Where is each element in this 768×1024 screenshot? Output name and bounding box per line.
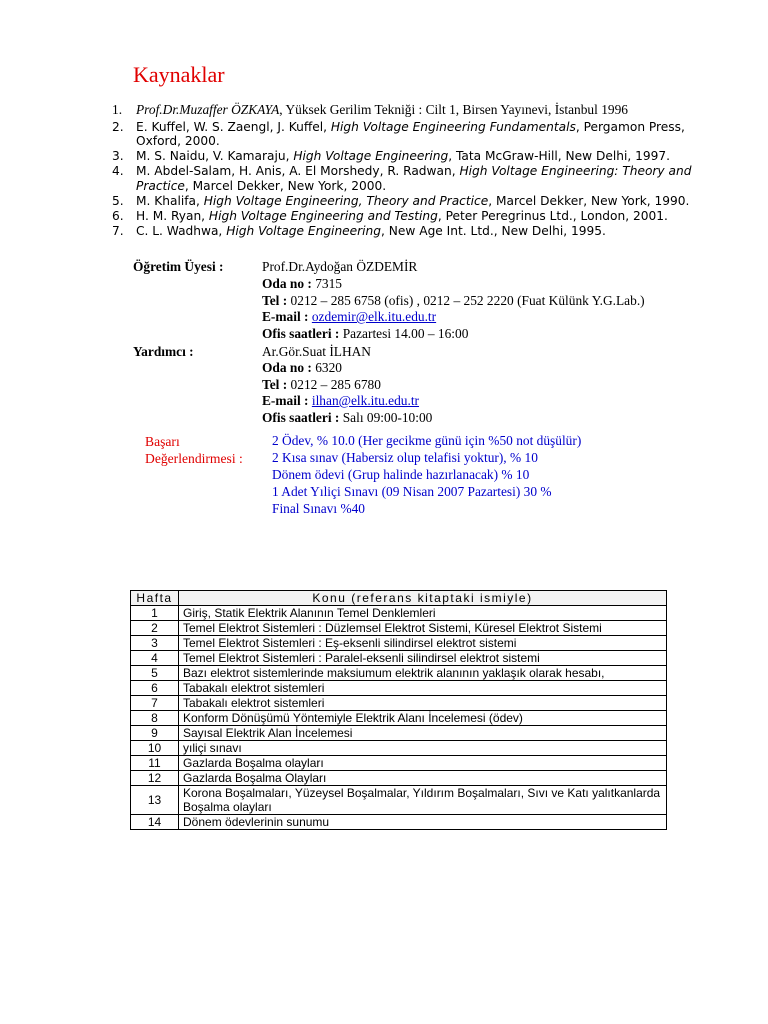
week-cell: 2 (131, 621, 179, 636)
grading-label (145, 433, 243, 467)
assistant-name: Ar.Gör.Suat İLHAN (262, 344, 371, 359)
reference-number: 4. (112, 164, 124, 179)
instructor-label: Öğretim Üyesi : (133, 259, 224, 274)
reference-item (112, 149, 702, 164)
topic-cell: Temel Elektrot Sistemleri : Paralel-eksenli silindirsel elektrot sistemi (179, 651, 667, 666)
topic-cell: Bazı elektrot sistemlerinde maksiumum elektrik alanının yaklaşık olarak hesabı, (179, 666, 667, 681)
week-cell: 7 (131, 696, 179, 711)
assistant-email-link[interactable]: ilhan@elk.itu.edu.tr (311, 393, 420, 408)
week-cell: 3 (131, 636, 179, 651)
table-row (131, 636, 667, 651)
reference-text: , Pergamon Press, Oxford, 2000. (136, 119, 685, 149)
schedule-table (130, 590, 667, 830)
reference-text: H. M. Ryan, (136, 209, 209, 224)
grading-list (272, 433, 581, 518)
week-cell: 11 (131, 756, 179, 771)
week-cell: 4 (131, 651, 179, 666)
instructor-room: 7315 (315, 276, 342, 291)
assistant-hours-label: Ofis saatleri : (262, 410, 340, 425)
table-row (131, 681, 667, 696)
assistant-label: Yardımcı : (133, 344, 194, 359)
week-cell: 1 (131, 606, 179, 621)
topic-cell: Temel Elektrot Sistemleri : Düzlemsel Elektrot Sistemi, Küresel Elektrot Sistemi (179, 621, 667, 636)
topic-cell: Korona Boşalmaları, Yüzeysel Boşalmalar, Yıldırım Boşalmaları, Sıvı ve Katı yalıtkanlarda Boşalma olayları (179, 786, 667, 815)
table-row (131, 815, 667, 830)
topic-cell: yıliçi sınavı (179, 741, 667, 756)
reference-text: C. L. Wadhwa, (136, 224, 227, 239)
reference-number: 6. (112, 209, 124, 224)
table-row (131, 786, 667, 815)
table-row (131, 741, 667, 756)
grading-item: 1 Adet Yıliçi Sınavı (09 Nisan 2007 Pazartesi) 30 % (272, 483, 552, 499)
week-cell: 5 (131, 666, 179, 681)
instructor-hours-label: Ofis saatleri : (262, 326, 340, 341)
topic-cell: Temel Elektrot Sistemleri : Eş-eksenli silindirsel elektrot sistemi (179, 636, 667, 651)
reference-number: 1. (112, 102, 123, 117)
reference-text: , Marcel Dekker, New York, 2000. (184, 178, 387, 193)
reference-number: 5. (112, 193, 124, 208)
reference-title: High Voltage Engineering (226, 224, 382, 239)
assistant-room: 6320 (315, 360, 342, 375)
grading-label-line1: Başarı (145, 434, 180, 449)
instructor-room-label: Oda no : (262, 276, 312, 291)
instructor-name: Prof.Dr.Aydoğan ÖZDEMİR (262, 259, 418, 274)
week-cell: 9 (131, 726, 179, 741)
table-row (131, 651, 667, 666)
topic-column-header: Konu (referans kitaptaki ismiyle) (179, 591, 667, 606)
reference-text: M. Khalifa, (136, 193, 204, 208)
table-row (131, 606, 667, 621)
grading-label-line2: Değerlendirmesi : (145, 451, 243, 466)
table-row (131, 711, 667, 726)
reference-title: High Voltage Engineering and Testing (208, 209, 438, 224)
assistant-room-label: Oda no : (262, 360, 312, 375)
page-title: Kaynaklar (133, 62, 225, 87)
week-column-header: Hafta (131, 591, 179, 606)
reference-item (112, 224, 702, 239)
topic-cell: Giriş, Statik Elektrik Alanının Temel Denklemleri (179, 606, 667, 621)
instructor-email-link[interactable]: ozdemir@elk.itu.edu.tr (311, 309, 437, 324)
week-cell: 8 (131, 711, 179, 726)
reference-text: M. S. Naidu, V. Kamaraju, (136, 149, 294, 164)
topic-cell: Konform Dönüşümü Yöntemiyle Elektrik Alanı İncelemesi (ödev) (179, 711, 667, 726)
assistant-tel-label: Tel : (262, 377, 288, 392)
reference-list (112, 102, 702, 239)
grading-item: 2 Kısa sınav (Habersiz olup telafisi yoktur), % 10 (272, 449, 538, 465)
grading-item: Final Sınavı %40 (272, 500, 365, 516)
reference-text: E. Kuffel, W. S. Zaengl, J. Kuffel, (136, 119, 331, 134)
reference-number: 2. (112, 119, 124, 134)
topic-cell: Gazlarda Boşalma Olayları (179, 771, 667, 786)
topic-cell: Gazlarda Boşalma olayları (179, 756, 667, 771)
topic-cell: Tabakalı elektrot sistemleri (179, 681, 667, 696)
reference-item (112, 102, 702, 118)
reference-text: , Marcel Dekker, New York, 1990. (488, 193, 690, 208)
instructor-hours: Pazartesi 14.00 – 16:00 (342, 326, 469, 341)
reference-title: High Voltage Engineering Fundamentals (330, 119, 576, 134)
assistant-hours: Salı 09:00-10:00 (342, 410, 433, 425)
grading-item: Dönem ödevi (Grup halinde hazırlanacak) % 10 (272, 466, 530, 482)
instructor-email-label: E-mail : (262, 309, 309, 324)
table-row (131, 771, 667, 786)
reference-number: 7. (112, 224, 124, 239)
table-row (131, 621, 667, 636)
reference-text: , New Age Int. Ltd., New Delhi, 1995. (381, 224, 606, 239)
topic-cell: Sayısal Elektrik Alan İncelemesi (179, 726, 667, 741)
topic-cell: Dönem ödevlerinin sunumu (179, 815, 667, 830)
instructor-tel: 0212 – 285 6758 (ofis) , 0212 – 252 2220 (Fuat Külünk Y.G.Lab.) (290, 293, 645, 308)
week-cell: 12 (131, 771, 179, 786)
reference-item (112, 164, 702, 193)
table-row (131, 666, 667, 681)
schedule-header-row (131, 591, 667, 606)
table-row (131, 756, 667, 771)
instructor-tel-label: Tel : (262, 293, 288, 308)
week-cell: 14 (131, 815, 179, 830)
assistant-email-label: E-mail : (262, 393, 309, 408)
grading-item: 2 Ödev, % 10.0 (Her gecikme günü için %50 not düşülür) (272, 433, 582, 448)
reference-number: 3. (112, 149, 124, 164)
assistant-tel: 0212 – 285 6780 (290, 377, 381, 392)
reference-title: High Voltage Engineering, Theory and Practice (203, 193, 489, 208)
reference-text: , Yüksek Gerilim Tekniği : Cilt 1, Birsen Yayınevi, İstanbul 1996 (279, 102, 628, 117)
reference-title: Prof.Dr.Muzaffer ÖZKAYA (136, 102, 280, 117)
week-cell: 10 (131, 741, 179, 756)
reference-item (112, 209, 702, 224)
reference-item (112, 120, 702, 149)
table-row (131, 696, 667, 711)
reference-title: High Voltage Engineering: Theory and Practice (136, 164, 692, 193)
reference-title: High Voltage Engineering (293, 149, 449, 164)
table-row (131, 726, 667, 741)
week-cell: 6 (131, 681, 179, 696)
topic-cell: Tabakalı elektrot sistemleri (179, 696, 667, 711)
reference-item (112, 194, 702, 209)
reference-text: , Peter Peregrinus Ltd., London, 2001. (437, 209, 668, 224)
reference-text: M. Abdel-Salam, H. Anis, A. El Morshedy, R. Radwan, (136, 164, 460, 179)
reference-text: , Tata McGraw-Hill, New Delhi, 1997. (448, 149, 671, 164)
week-cell: 13 (131, 786, 179, 815)
